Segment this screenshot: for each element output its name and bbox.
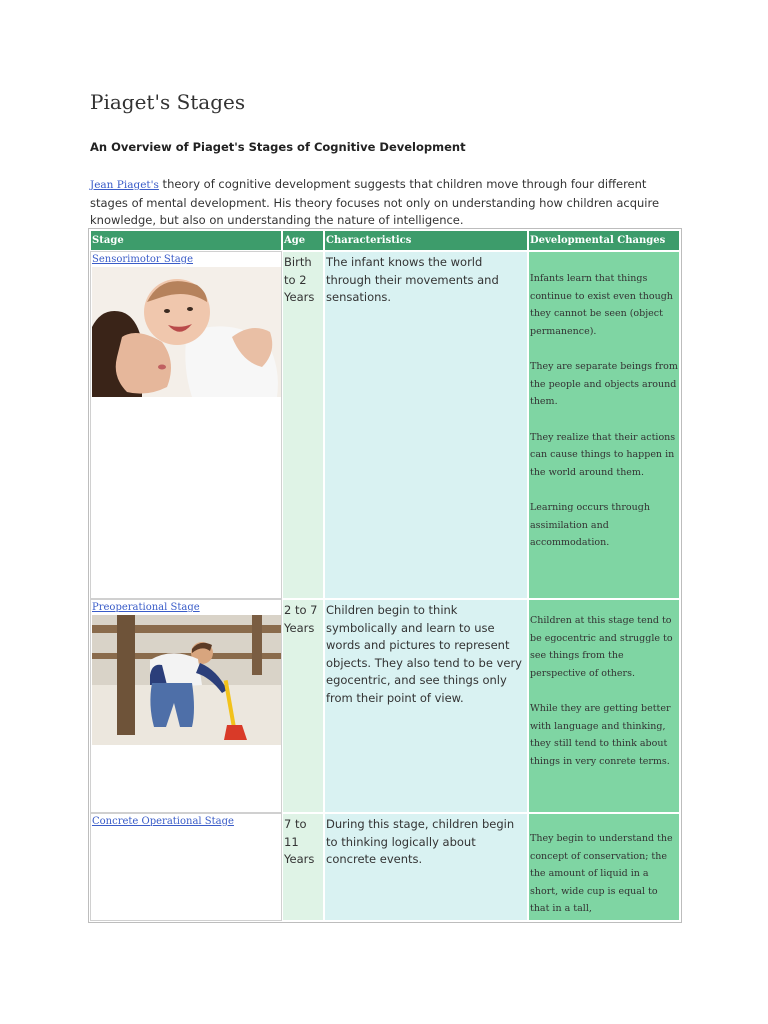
intro-text: theory of cognitive development suggests that children move through four different stages of mental development. His theory focuses not only on understanding how children acquire knowledge, but also on understanding the nature of intelligence. (90, 177, 660, 227)
preoperational-stage-link[interactable]: Preoperational Stage (92, 602, 200, 613)
developmental-changes-cell (529, 814, 679, 920)
developmental-changes-cell (529, 252, 679, 598)
header-characteristics: Characteristics (325, 231, 527, 250)
change-item: Learning occurs through assimilation and accommodation. (530, 502, 650, 548)
change-item: While they are getting better with language and thinking, they still tend to think about things in very conrete terms. (530, 703, 671, 767)
age-cell: 2 to 7 Years (283, 600, 323, 812)
table-row (91, 600, 679, 812)
child-playing-sand-photo (92, 615, 281, 745)
mother-baby-photo (92, 267, 281, 397)
characteristics-cell: The infant knows the world through their movements and sensations. (325, 252, 527, 598)
header-stage: Stage (91, 231, 281, 250)
change-item: They begin to understand the concept of conservation; the the amount of liquid in a short, wide cup is equal to that in a tall, (530, 833, 673, 914)
table-header-row (91, 231, 679, 250)
stages-table (88, 228, 682, 923)
characteristics-cell: During this stage, children begin to thinking logically about concrete events. (325, 814, 527, 920)
concrete-operational-stage-link[interactable]: Concrete Operational Stage (92, 816, 234, 827)
table-row (91, 252, 679, 598)
jean-piaget-link[interactable]: Jean Piaget's (90, 179, 159, 191)
change-item: Infants learn that things continue to exist even though they cannot be seen (object permanence). (530, 273, 673, 337)
developmental-changes-cell (529, 600, 679, 812)
age-cell: 7 to 11 Years (283, 814, 323, 920)
stage-cell (91, 600, 281, 812)
stage-cell (91, 814, 281, 920)
change-item: They are separate beings from the people and objects around them. (530, 361, 678, 407)
header-developmental-changes: Developmental Changes (529, 231, 679, 250)
intro-paragraph (90, 176, 682, 230)
change-item: They realize that their actions can cause things to happen in the world around them. (530, 431, 676, 478)
table-row (91, 814, 679, 920)
page-title: Piaget's Stages (90, 90, 246, 114)
characteristics-cell: Children begin to think symbolically and learn to use words and pictures to represent objects. They also tend to be very egocentric, and see things only from their point of view. (325, 600, 527, 812)
age-cell: Birth to 2 Years (283, 252, 323, 598)
page-subtitle: An Overview of Piaget's Stages of Cognitive Development (90, 140, 466, 154)
sensorimotor-stage-link[interactable]: Sensorimotor Stage (92, 254, 193, 265)
header-age: Age (283, 231, 323, 250)
stage-cell (91, 252, 281, 598)
change-item: Children at this stage tend to be egocentric and struggle to see things from the perspective of others. (530, 615, 673, 679)
